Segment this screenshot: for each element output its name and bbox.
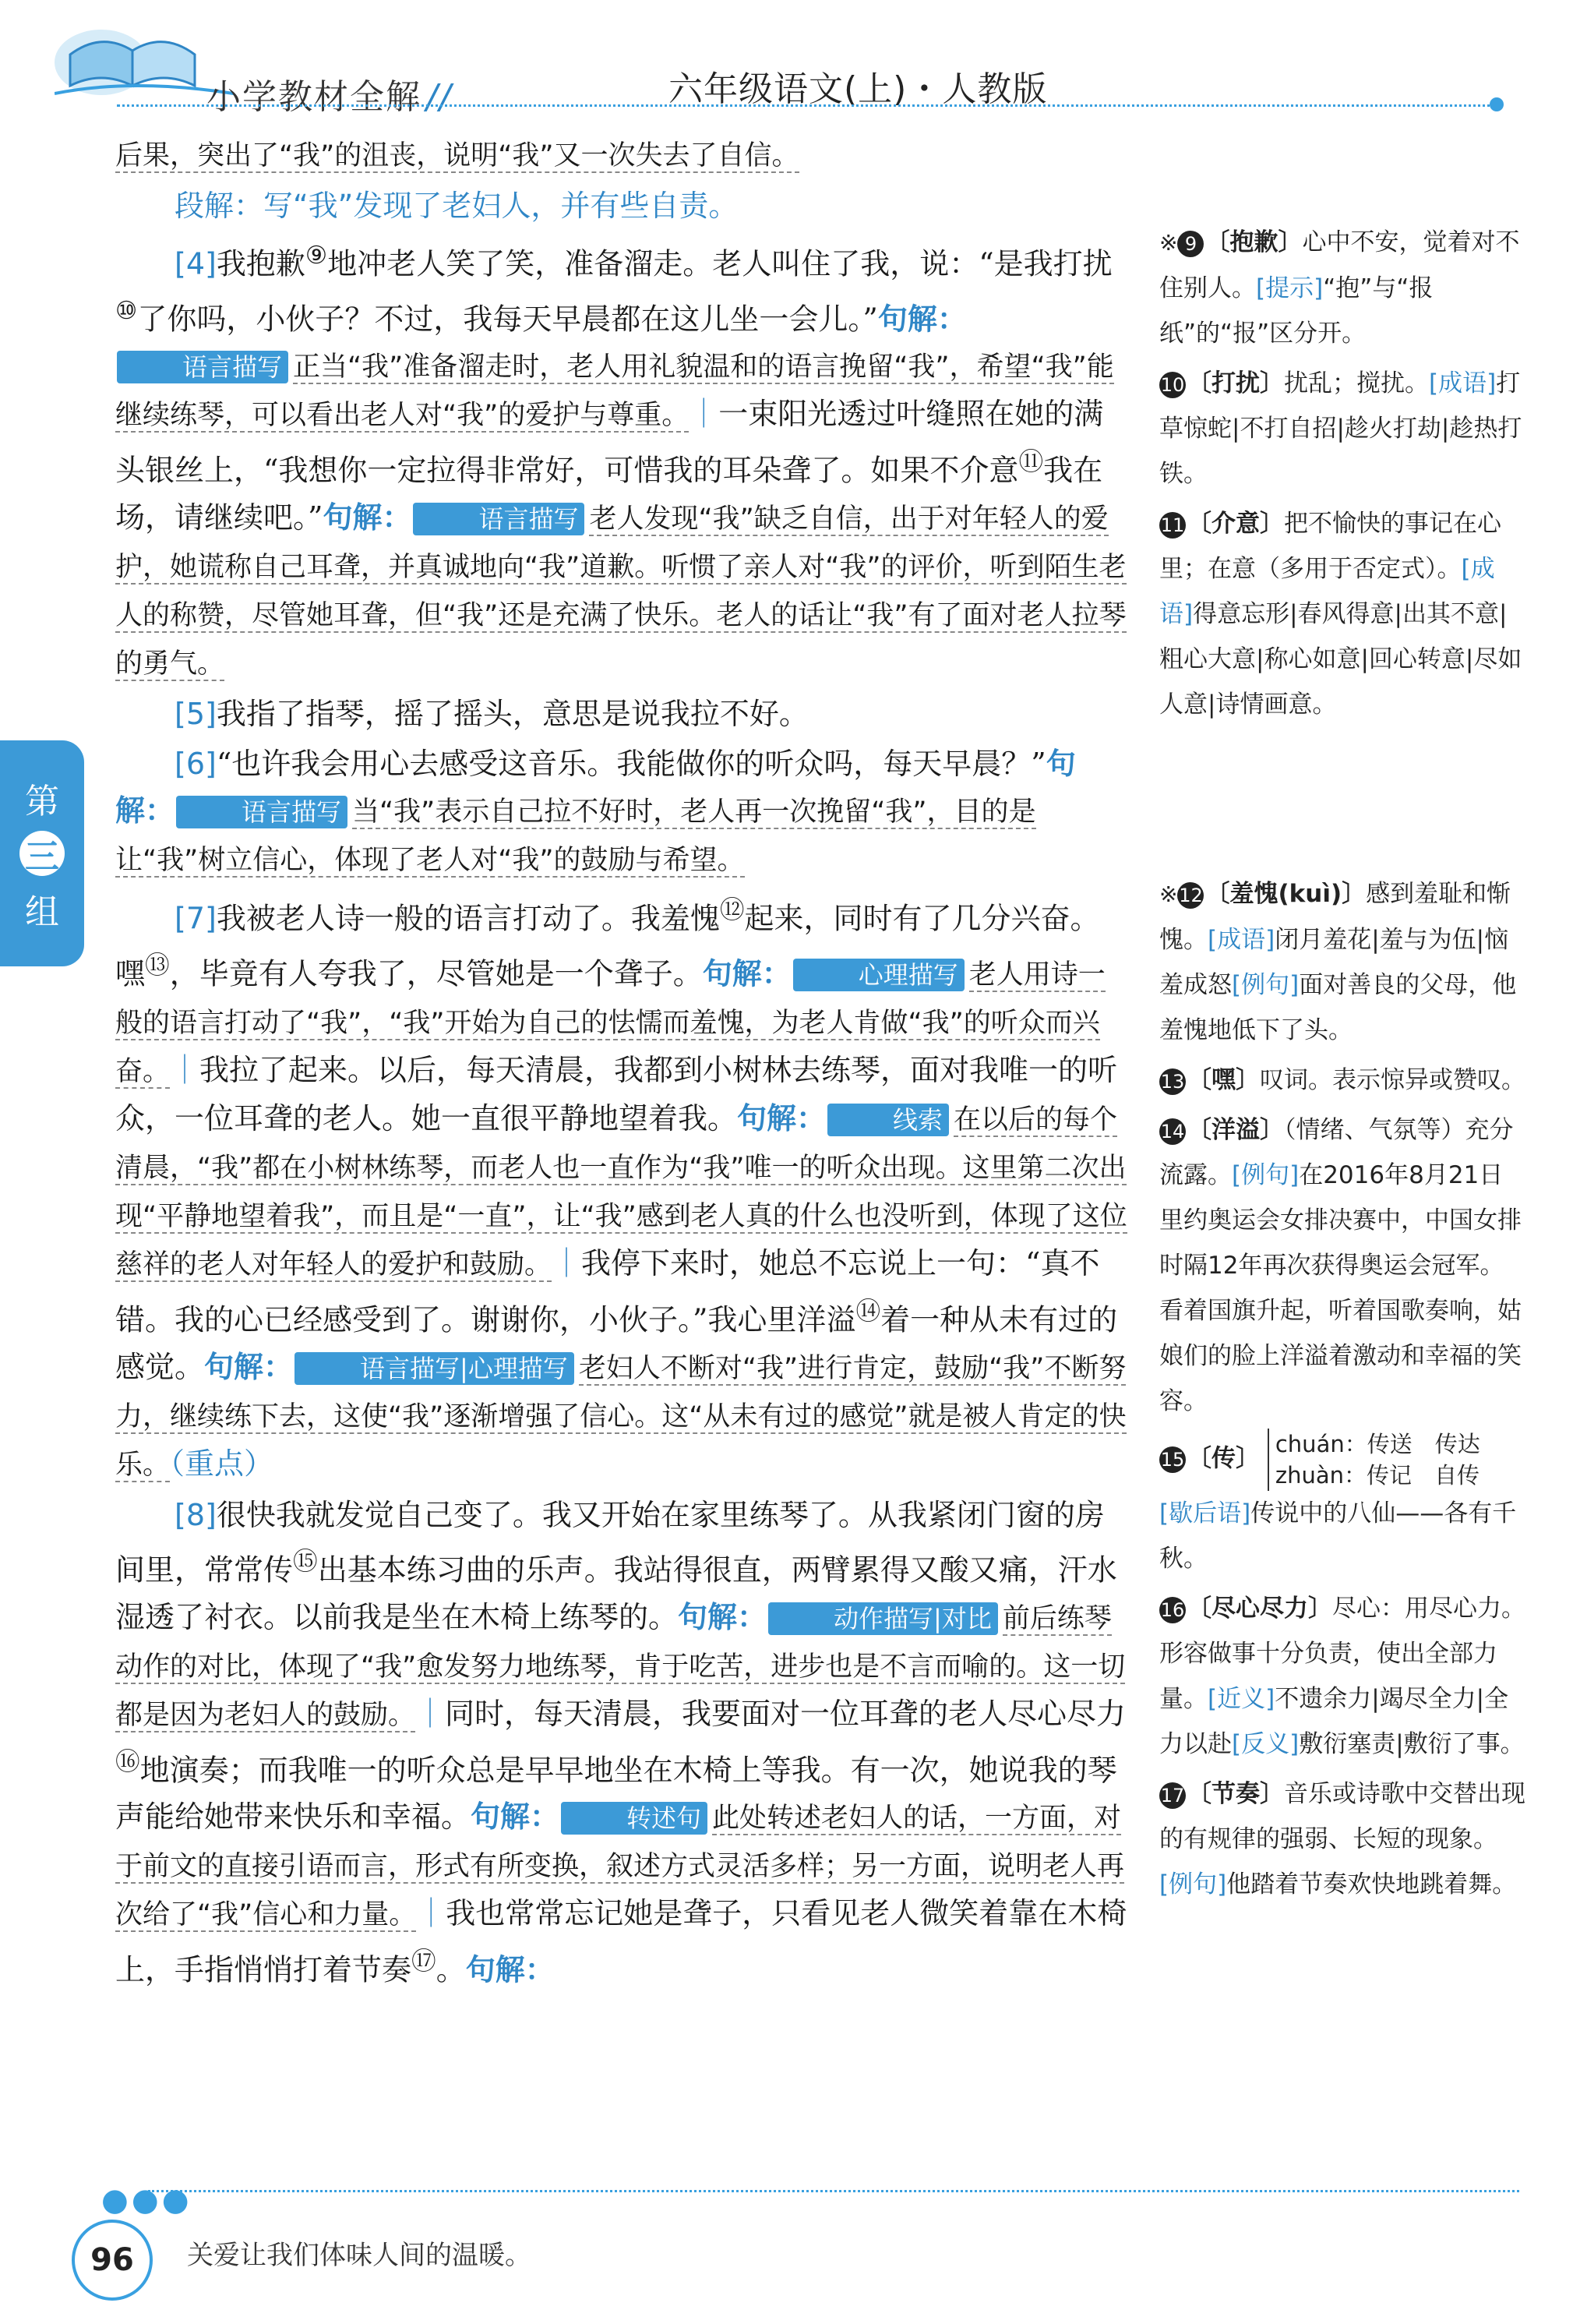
annotation: 老妇人不断对“我”进行肯定，鼓励“我”不断努力，继续练下去，这使“我”逐渐增强了信心。这“从未有过的感觉”就是被人肯定的快乐。 [115,1352,1127,1481]
paragraph-5: [5]我指了指琴，摇了摇头，意思是说我拉不好。 [175,696,809,731]
glossary-entry-16: 16 〔尽心尽力〕尽心：用尽心力。形容做事十分负责，使出全部力量。[近义]不遗余力|竭尽全力|全力以赴[反义]敷衍塞责|敷衍了事。 [1159,1595,1525,1758]
glossary-entry-12: ※12 〔羞愧(kuì)〕感到羞耻和惭愧。[成语]闭月羞花|羞与为伍|恼羞成怒[例句]面对善良的父母，他羞愧地低下了头。 [1159,880,1517,1044]
glossary-label: [提示] [1256,274,1324,302]
glossary-term: 〔介意〕 [1187,510,1284,538]
paragraph-number: [5] [175,696,217,731]
glossary-entry-9: ※ 9 〔抱歉〕心中不安，觉着对不住别人。[提示]“抱”与“报纸”的“报”区分开。 [1159,228,1520,348]
sentence-analysis-label: 句解： [678,1599,767,1634]
paragraph-number: [6] [175,746,217,781]
paragraph-3-summary [115,182,1128,229]
reading-list: chuán：传送 传达 zhuàn：传记 自传 [1268,1429,1480,1491]
entry-number: 9 [1177,231,1204,257]
page-header [0,0,1573,125]
analysis-tag: 语言描写 [117,351,288,383]
annotation: 前后练琴动作的对比，体现了“我”愈发努力地练琴，肯于吃苦，进步也是不言而喻的。这一切都是因为老妇人的鼓励。 [115,1602,1126,1731]
glossary-upper [1159,220,1525,732]
glossary-entry-14: 14 〔洋溢〕（情绪、气氛等）充分流露。[例句]在2016年8月21日里约奥运会女排决赛中，中国女排时隔12年再次获得奥运会冠军。看着国旗升起，听着国歌奏响，姑娘们的脸上洋溢着激动和幸福的笑容。 [1159,1116,1522,1415]
paragraph-number: [8] [175,1497,217,1532]
main-text [115,131,1128,1997]
page-number: 96 [72,2220,153,2301]
entry-number: 15 [1159,1446,1186,1473]
glossary-entry-11: 11 〔介意〕把不愉快的事记在心里；在意（多用于否定式）。[成语]得意忘形|春风得意|出其不意|粗心大意|称心如意|回心转意|尽如人意|诗情画意。 [1159,510,1522,719]
paragraph-4: [4]我抱歉⑨地冲老人笑了笑，准备溜走。老人叫住了我，说：“是我打扰⑩了你吗，小伙子？不过，我每天早晨都在这儿坐一会儿。”句解：语言描写 正当“我”准备溜走时，老人用礼貌温和的语言挽留“我”，希望“我”能继续练琴，可以看出老人对“我”的爱护与尊重。｜一束阳光透过叶缝照在她的满头银丝上，“我想你一定拉得非常好，可惜我的耳朵聋了。如果不介意⑪我在场，请继续吧。”句解： 语言描写 老人发现“我”缺乏自信，出于对年轻人的爱护，她谎称自己耳聋，并真诚地向“我”道歉。听惯了亲人对“我”的评价，听到陌生老人的称赞，尽管她耳聋，但“我”还是充满了快乐。老人的话让“我”有了面对老人拉琴的勇气。 [115,242,1127,680]
glossary-term: 〔抱歉〕 [1205,228,1303,256]
glossary-label: [成语] [1429,369,1497,397]
analysis-tag: 语言描写 [413,503,584,535]
group-tab [0,740,84,966]
annotation: 当“我”表示自己拉不好时，老人再一次挽留“我”，目的是让“我”树立信心，体现了老人对“我”的鼓励与希望。 [115,796,1036,876]
glossary-label: [反义] [1232,1730,1300,1758]
sentence-analysis-label: 句解： [702,956,792,991]
sentence-analysis-label: 句解： [204,1349,294,1384]
paragraph-6: [6]“也许我会用心去感受这音乐。我能做你的听众吗，每天早晨？”句解： 语言描写 当“我”表示自己拉不好时，老人再一次挽留“我”，目的是让“我”树立信心，体现了老人对“我”的鼓励与希望。 [115,746,1076,876]
annotation: 老人发现“我”缺乏自信，出于对年轻人的爱护，她谎称自己耳聋，并真诚地向“我”道歉。听惯了亲人对“我”的评价，听到陌生老人的称赞，尽管她耳聋，但“我”还是充满了快乐。老人的话让“我”有了面对老人拉琴的勇气。 [115,503,1127,680]
glossary-label: [歇后语] [1159,1499,1251,1528]
glossary-term: 〔尽心尽力〕 [1187,1595,1332,1623]
analysis-tag: 心理描写 [793,959,965,991]
entry-number: 12 [1177,882,1204,909]
entry-number: 17 [1159,1782,1186,1809]
grade-title: 六年级语文(上)・人教版 [668,69,1048,109]
series-title: 小学教材全解 // [206,77,453,117]
header-divider [117,104,1496,107]
glossary-term: 〔传〕 [1187,1444,1260,1473]
glossary-entry-17: 17 〔节奏〕音乐或诗歌中交替出现的有规律的强弱、长短的现象。[例句]他踏着节奏欢快地跳着舞。 [1159,1780,1525,1898]
entry-number: 11 [1159,512,1186,539]
header-dot [1490,97,1504,111]
footer-dots: ●●● [101,2182,192,2218]
glossary-label: [例句] [1159,1870,1227,1898]
analysis-tag: 语言描写|心理描写 [294,1352,574,1385]
glossary-label: [例句] [1232,971,1300,999]
entry-number: 13 [1159,1068,1186,1095]
sentence-analysis-label: 句解： [471,1800,560,1835]
analysis-tag: 动作描写|对比 [768,1602,998,1635]
glossary-label: [成语] [1208,926,1275,954]
annotation: 在以后的每个清晨，“我”都在小树林练琴，而老人也一直作为“我”唯一的听众出现。这里第二次出现“平静地望着我”，而且是“一直”，让“我”感到老人真的什么也没听到，体现了这位慈祥的老人对年轻人的爱护和鼓励。 [115,1104,1127,1281]
key-point-mark: （重点） [170,1446,274,1481]
annotation: 老人用诗一般的语言打动了“我”，“我”开始为自己的怯懦而羞愧，为老人肯做“我”的听众而兴奋。 [115,959,1106,1088]
analysis-tag: 转述句 [561,1802,707,1835]
sentence-analysis-label: 句解： [737,1101,827,1136]
glossary-term: 〔洋溢〕 [1187,1116,1284,1144]
entry-number: 16 [1159,1597,1186,1623]
analysis-tag: 语言描写 [176,796,347,828]
annotation: 正当“我”准备溜走时，老人用礼貌温和的语言挽留“我”，希望“我”能继续练琴，可以看出老人对“我”的爱护与尊重。 [115,351,1114,432]
glossary-term: 〔羞愧(kuì)〕 [1205,880,1367,908]
glossary-lower [1159,871,1525,1912]
glossary-term: 〔打扰〕 [1187,369,1284,397]
paragraph-3-tail: 后果，突出了“我”的沮丧，说明“我”又一次失去了自信。 [115,140,799,171]
glossary-entry-15: 15 〔传〕 chuán：传送 传达 zhuàn：传记 自传 [歇后语]传说中的八仙——各有千秋。 [1159,1429,1525,1581]
footer-divider [148,2190,1519,2192]
series-mark: // [426,77,453,117]
glossary-label: [近义] [1208,1685,1275,1713]
paragraph-8: [8]很快我就发觉自己变了。我又开始在家里练琴了。从我紧闭门窗的房间里，常常传⑮出基本练习曲的乐声。我站得很直，两臂累得又酸又痛，汗水湿透了衬衣。以前我是坐在木椅上练琴的。句解： 动作描写|对比 前后练琴动作的对比，体现了“我”愈发努力地练琴，肯于吃苦，进步也是不言而喻的。这一切都是因为老妇人的鼓励。｜同时，每天清晨，我要面对一位耳聋的老人尽心尽力⑯地演奏；而我唯一的听众总是早早地坐在木椅上等我。有一次，她说我的琴声能给她带来快乐和幸福。句解： 转述句 此处转述老妇人的话，一方面，对于前文的直接引语而言，形式有所变换，叙述方式灵活多样；另一方面，说明老人再次给了“我”信心和力量。｜我也常常忘记她是聋子，只看见老人微笑着靠在木椅上，手指悄悄打着节奏⑰。句解： [115,1497,1127,1987]
annotation: 此处转述老妇人的话，一方面，对于前文的直接引语而言，形式有所变换，叙述方式灵活多样；另一方面，说明老人再次给了“我”信心和力量。 [115,1803,1125,1931]
glossary-label: [成语] [1159,555,1495,628]
entry-number: 14 [1159,1118,1186,1145]
glossary-entry-13: 13 〔嘿〕叹词。表示惊异或赞叹。 [1160,1066,1525,1094]
glossary-term: 〔嘿〕 [1187,1066,1260,1094]
analysis-tag: 线索 [827,1104,949,1136]
footer-slogan: 关爱让我们体味人间的温暖。 [187,2240,531,2271]
sentence-analysis-label: 句解： [877,302,967,337]
sentence-analysis-label: 句解： [465,1952,555,1987]
group-tab-top: 第 [25,782,59,821]
sentence-analysis-label: 句解： [323,500,412,535]
paragraph-number: [4] [175,246,217,281]
glossary-label: [例句] [1232,1161,1300,1189]
paragraph-7: [7]我被老人诗一般的语言打动了。我羞愧⑫起来，同时有了几分兴奋。嘿⑬，毕竟有人夸我了，尽管她是一个聋子。句解： 心理描写 老人用诗一般的语言打动了“我”，“我”开始为自己的怯懦而羞愧，为老人肯做“我”的听众而兴奋。｜我拉了起来。以后，每天清晨，我都到小树林去练琴，面对我唯一的听众，一位耳聋的老人。她一直很平静地望着我。句解： 线索 在以后的每个清晨，“我”都在小树林练琴，而老人也一直作为“我”唯一的听众出现。这里第二次出现“平静地望着我”，而且是“一直”，让“我”感到老人真的什么也没听到，体现了这位慈祥的老人对年轻人的爱护和鼓励。｜我停下来时，她总不忘说上一句：“真不错。我的心已经感受到了。谢谢你，小伙子。”我心里洋溢⑭着一种从未有过的感觉。句解： 语言描写|心理描写 老妇人不断对“我”进行肯定，鼓励“我”不断努力，继续练下去，这使“我”逐渐增强了信心。这“从未有过的感觉”就是被人肯定的快乐。（重点） [115,895,1127,1481]
paragraph-number: [7] [175,901,217,936]
glossary-term: 〔节奏〕 [1187,1780,1284,1808]
glossary-entry-10: 10 〔打扰〕扰乱；搅扰。[成语]打草惊蛇|不打自招|趁火打劫|趁热打铁。 [1159,369,1522,488]
entry-number: 10 [1159,372,1186,398]
paragraph-summary: 段解：写“我”发现了老妇人，并有些自责。 [175,189,739,223]
group-tab-bottom: 组 [25,892,59,932]
group-tab-number: 三 [19,831,65,876]
sentence-analysis-label: 句解： [115,746,1076,828]
